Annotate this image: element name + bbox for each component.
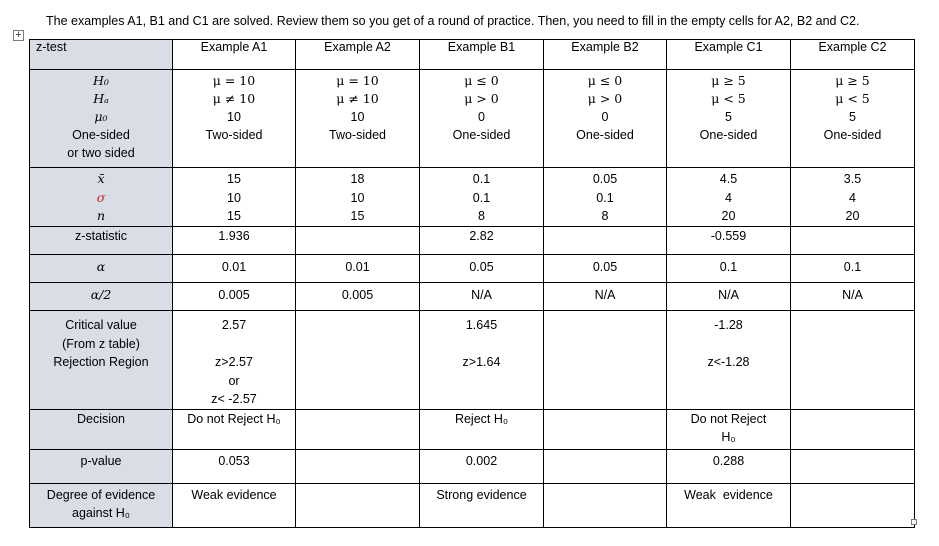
zstat-cell-b1[interactable] — [420, 227, 544, 255]
label-against-h0: against H₀ — [72, 506, 130, 520]
decision-cell-c1[interactable] — [667, 409, 791, 449]
rejection-region: z>1.64 — [462, 355, 501, 369]
header-example-b1: Example B1 — [420, 40, 544, 70]
zstat-value: -0.559 — [710, 229, 747, 243]
alpha-half-label-text: α/2 — [90, 287, 112, 302]
mu0-value: 0 — [601, 110, 609, 124]
null-hypothesis: μ ≤ 0 — [587, 73, 623, 88]
evidence-cell-c1[interactable] — [667, 483, 791, 527]
null-hypothesis: μ ≥ 5 — [711, 73, 746, 88]
alpha-half-value: N/A — [594, 288, 616, 302]
sidedness: Two-sided — [329, 128, 386, 142]
alpha-label — [30, 255, 173, 283]
pvalue-value — [544, 450, 666, 471]
label-rejection-region: Rejection Region — [53, 355, 149, 369]
label-xbar: x̄ — [97, 171, 105, 186]
pvalue-cell-b1[interactable] — [420, 449, 544, 483]
sidedness: One-sided — [576, 128, 634, 142]
evidence-cell-a1[interactable] — [173, 483, 296, 527]
label-critical-value: Critical value — [65, 318, 137, 332]
critical-cell-b1[interactable] — [420, 311, 544, 410]
critical-row — [30, 311, 915, 410]
sigma-value: 0.1 — [472, 190, 491, 205]
hyp-cell-c1[interactable] — [667, 70, 791, 168]
hyp-cell-a1[interactable] — [173, 70, 296, 168]
zstat-row — [30, 227, 915, 255]
alpha-half-value: 0.005 — [218, 288, 250, 302]
critical-cell-c2[interactable] — [791, 311, 915, 410]
alpha-cell-b1[interactable] — [420, 255, 544, 283]
critical-value — [296, 316, 419, 335]
decision-value: Reject H₀ — [454, 411, 509, 426]
evidence-cell-c2[interactable] — [791, 483, 915, 527]
zstat-cell-b2[interactable] — [544, 227, 667, 255]
alt-hypothesis: μ ≠ 10 — [212, 91, 256, 106]
critical-value — [544, 316, 666, 335]
evidence-value: Weak evidence — [684, 487, 773, 502]
decision-cell-c2[interactable] — [791, 409, 915, 449]
evidence-value: Strong evidence — [436, 487, 527, 502]
sidedness: Two-sided — [205, 128, 263, 142]
label-h0: H₀ — [93, 73, 109, 88]
header-example-a2: Example A2 — [296, 40, 420, 70]
stats-row — [30, 168, 915, 227]
pvalue-row — [30, 449, 915, 483]
label-one-sided: One-sided — [72, 128, 130, 142]
hyp-cell-c2[interactable] — [791, 70, 915, 168]
pvalue-cell-b2[interactable] — [544, 449, 667, 483]
spacer — [173, 335, 295, 354]
critical-value: -1.28 — [714, 318, 743, 332]
rejection-region: z< -2.57 — [211, 392, 257, 406]
header-example-a1: Example A1 — [173, 40, 296, 70]
sigma-value: 0.1 — [596, 190, 614, 205]
alpha-value: 0.05 — [592, 260, 618, 274]
alpha-half-cell-c2[interactable] — [791, 283, 915, 311]
sigma-value: 10 — [350, 190, 365, 205]
rejection-region: or — [228, 373, 240, 388]
label-degree-of-evidence: Degree of evidence — [46, 487, 156, 502]
n-value: 8 — [478, 209, 485, 223]
xbar-value: 15 — [227, 172, 241, 186]
xbar-value: 18 — [350, 172, 365, 186]
stats-labels — [30, 168, 173, 227]
alt-hypothesis: μ < 5 — [835, 91, 870, 106]
critical-value — [791, 316, 914, 335]
alpha-half-cell-a1[interactable] — [173, 283, 296, 311]
null-hypothesis: μ ≥ 5 — [835, 73, 870, 88]
mu0-value: 10 — [227, 110, 241, 124]
alpha-row — [30, 255, 915, 283]
critical-cell-a1[interactable] — [173, 311, 296, 410]
pvalue-cell-c1[interactable] — [667, 449, 791, 483]
decision-label-text: Decision — [77, 411, 125, 426]
sigma-value: 4 — [849, 190, 856, 205]
header-example-b2: Example B2 — [544, 40, 667, 70]
mu0-value: 0 — [478, 110, 485, 124]
alpha-half-cell-c1[interactable] — [667, 283, 791, 311]
zstat-cell-c1[interactable] — [667, 227, 791, 255]
label-mu0: μ₀ — [94, 109, 108, 124]
n-value: 8 — [601, 209, 609, 223]
xbar-value: 4.5 — [719, 172, 738, 186]
evidence-value — [296, 484, 419, 505]
header-ztest: z-test — [30, 40, 173, 70]
null-hypothesis: μ = 10 — [212, 73, 256, 88]
alpha-cell-c1[interactable] — [667, 255, 791, 283]
alpha-half-cell-a2[interactable] — [296, 283, 420, 311]
table-move-handle-icon[interactable]: + — [13, 30, 24, 41]
pvalue-value: 0.002 — [465, 453, 498, 468]
alpha-half-value: N/A — [718, 288, 739, 302]
critical-cell-b2[interactable] — [544, 311, 667, 410]
xbar-value: 0.05 — [592, 172, 618, 186]
stats-cell-b1[interactable] — [420, 168, 544, 227]
stats-cell-c1[interactable] — [667, 168, 791, 227]
alpha-half-value: N/A — [842, 288, 863, 302]
zstat-cell-a1[interactable] — [173, 227, 296, 255]
zstat-value — [296, 227, 419, 246]
instructions-text: The examples A1, B1 and C1 are solved. Review them so you get of a round of practice. Then, you need to fill in the empty cells for A2, B2 and C2. — [46, 14, 860, 28]
alpha-half-row — [30, 283, 915, 311]
critical-value: 1.645 — [465, 318, 498, 332]
label-n: n — [96, 208, 106, 223]
pvalue-cell-c2[interactable] — [791, 449, 915, 483]
stats-cell-a1[interactable] — [173, 168, 296, 227]
decision-cell-a1[interactable] — [173, 409, 296, 449]
n-value: 20 — [845, 209, 860, 223]
xbar-value: 3.5 — [843, 172, 862, 186]
zstat-label-text: z-statistic — [74, 229, 128, 243]
alt-hypothesis: μ > 0 — [464, 91, 499, 106]
pvalue-value — [791, 450, 914, 471]
spacer — [420, 335, 543, 354]
evidence-value: Weak evidence — [191, 487, 277, 502]
zstat-cell-c2[interactable] — [791, 227, 915, 255]
null-hypothesis: μ ≤ 0 — [464, 73, 499, 88]
pvalue-cell-a2[interactable] — [296, 449, 420, 483]
evidence-row — [30, 483, 915, 527]
decision-row — [30, 409, 915, 449]
n-value: 20 — [721, 209, 736, 223]
alpha-cell-a2[interactable] — [296, 255, 420, 283]
sidedness: One-sided — [823, 128, 882, 142]
critical-value: 2.57 — [221, 318, 247, 332]
header-row — [30, 40, 915, 70]
alpha-half-value: N/A — [471, 288, 492, 302]
mu0-value: 5 — [849, 110, 856, 124]
alpha-value: 0.01 — [221, 260, 247, 274]
hypotheses-row — [30, 70, 915, 168]
alpha-half-cell-b1[interactable] — [420, 283, 544, 311]
zstat-label — [30, 227, 173, 255]
alt-hypothesis: μ < 5 — [711, 91, 746, 106]
hyp-cell-b1[interactable] — [420, 70, 544, 168]
pvalue-value: 0.053 — [218, 453, 250, 468]
mu0-value: 5 — [725, 110, 732, 124]
label-sigma: σ — [96, 189, 106, 205]
hypotheses-labels — [30, 70, 173, 168]
pvalue-label-text: p-value — [80, 453, 122, 468]
pvalue-cell-a1[interactable] — [173, 449, 296, 483]
alpha-value: 0.01 — [345, 260, 370, 274]
rejection-region: z<-1.28 — [707, 355, 750, 369]
rejection-region: z>2.57 — [215, 355, 253, 369]
sigma-value: 10 — [227, 190, 241, 205]
spacer — [667, 335, 790, 354]
hyp-cell-a2[interactable] — [296, 70, 420, 168]
alpha-value: 0.05 — [469, 260, 494, 274]
alpha-value: 0.1 — [719, 260, 738, 274]
header-example-c1: Example C1 — [667, 40, 791, 70]
sidedness: One-sided — [699, 128, 758, 142]
evidence-cell-b2[interactable] — [544, 483, 667, 527]
hyp-cell-b2[interactable] — [544, 70, 667, 168]
alpha-half-value: 0.005 — [341, 288, 374, 302]
mu0-value: 10 — [350, 110, 365, 124]
alpha-value: 0.1 — [843, 260, 862, 274]
decision-value: H₀ — [721, 430, 736, 444]
evidence-cell-a2[interactable] — [296, 483, 420, 527]
header-example-c2: Example C2 — [791, 40, 915, 70]
decision-label — [30, 409, 173, 449]
evidence-labels — [30, 483, 173, 527]
pvalue-value — [296, 450, 419, 471]
critical-labels — [30, 311, 173, 410]
alpha-label-text: α — [96, 259, 106, 274]
zstat-value — [544, 227, 666, 246]
zstat-value: 1.936 — [218, 229, 250, 243]
zstat-cell-a2[interactable] — [296, 227, 420, 255]
null-hypothesis: μ = 10 — [336, 73, 379, 88]
zstat-value — [791, 227, 914, 246]
n-value: 15 — [227, 209, 241, 223]
alpha-cell-b2[interactable] — [544, 255, 667, 283]
alpha-half-label — [30, 283, 173, 311]
z-test-table — [29, 39, 915, 528]
label-ha: Hₐ — [93, 91, 109, 106]
stats-cell-c2[interactable] — [791, 168, 915, 227]
table-resize-handle-icon[interactable] — [911, 519, 917, 525]
n-value: 15 — [350, 209, 365, 223]
alpha-half-cell-b2[interactable] — [544, 283, 667, 311]
label-or-two-sided: or two sided — [67, 146, 135, 160]
decision-cell-a2[interactable] — [296, 409, 420, 449]
stats-cell-b2[interactable] — [544, 168, 667, 227]
stats-cell-a2[interactable] — [296, 168, 420, 227]
evidence-cell-b1[interactable] — [420, 483, 544, 527]
decision-value: Do not Reject H₀ — [187, 411, 281, 426]
critical-cell-a2[interactable] — [296, 311, 420, 410]
zstat-value: 2.82 — [469, 229, 494, 243]
alt-hypothesis: μ ≠ 10 — [336, 91, 379, 106]
decision-cell-b1[interactable] — [420, 409, 544, 449]
critical-cell-c1[interactable] — [667, 311, 791, 410]
alpha-cell-c2[interactable] — [791, 255, 915, 283]
alt-hypothesis: μ > 0 — [587, 91, 623, 106]
xbar-value: 0.1 — [472, 172, 491, 186]
sidedness: One-sided — [452, 128, 511, 142]
evidence-value — [544, 484, 666, 505]
alpha-cell-a1[interactable] — [173, 255, 296, 283]
decision-value: Do not Reject — [690, 411, 767, 426]
pvalue-label — [30, 449, 173, 483]
evidence-value — [791, 484, 914, 505]
pvalue-value: 0.288 — [712, 453, 745, 468]
decision-cell-b2[interactable] — [544, 409, 667, 449]
label-from-z-table: (From z table) — [62, 336, 140, 351]
sigma-value: 4 — [725, 190, 732, 205]
